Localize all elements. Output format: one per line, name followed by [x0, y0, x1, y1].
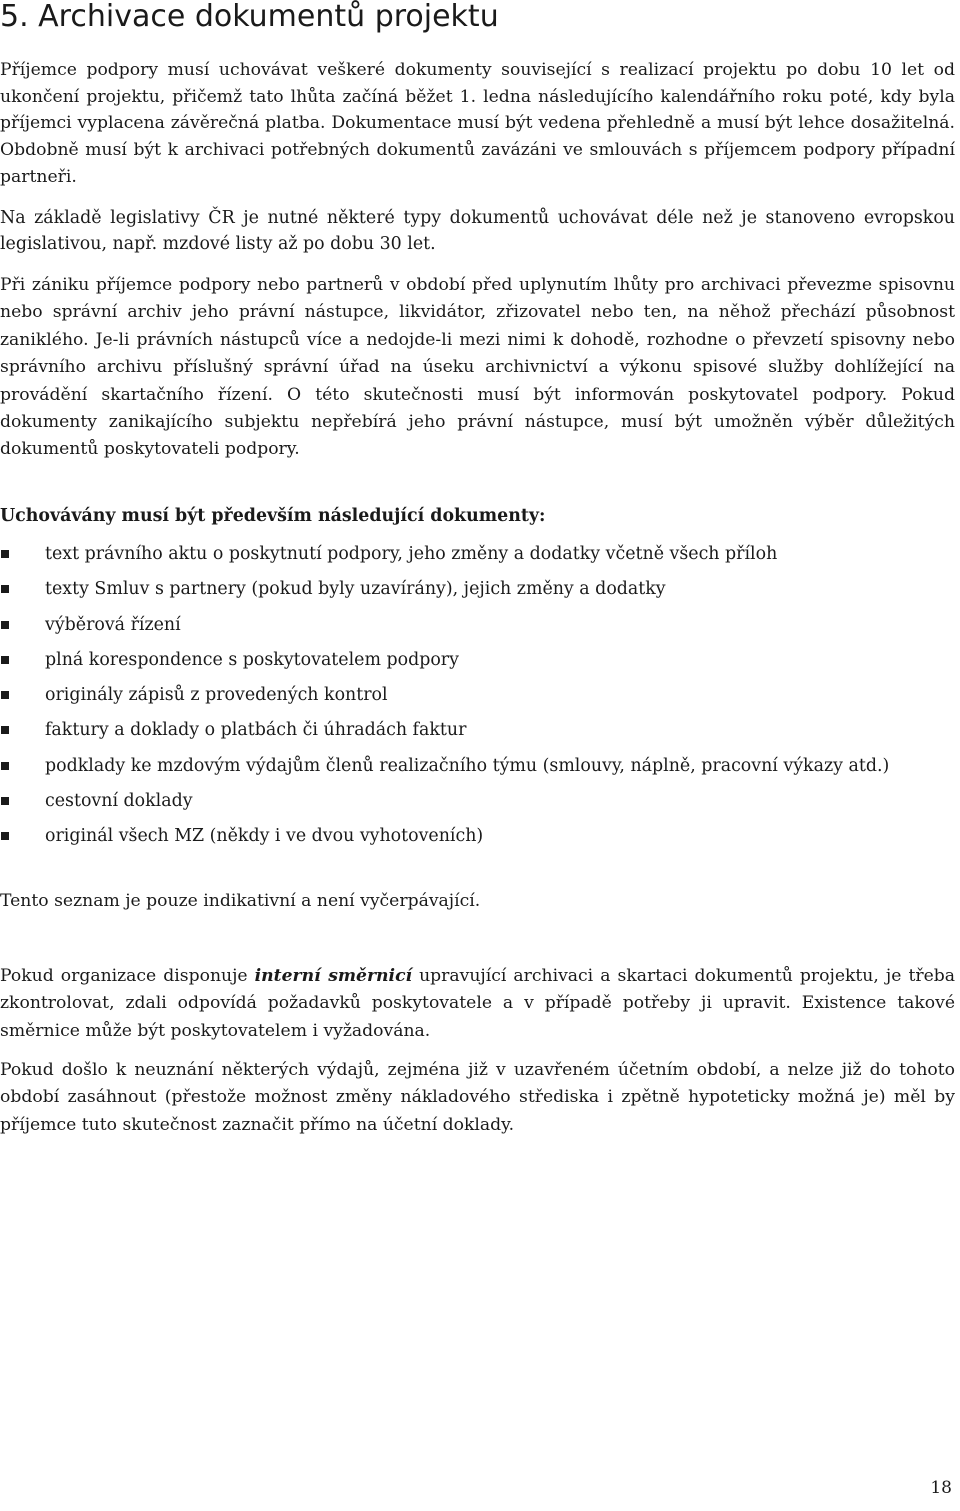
legislation-paragraph: Na základě legislativy ČR je nutné některé typy dokumentů uchovávat déle než je stanoveno evropskou legislativou, např. mzdové listy až po dobu 30 let. — [0, 208, 955, 255]
list-item: plná korespondence s poskytovatelem podpory — [0, 647, 955, 673]
partners-text: Obdobně musí být k archivaci potřebných dokumentů zavázáni ve smlouvách s příjemcem podpory případní partneři. — [0, 140, 955, 187]
list-item: originál všech MZ (někdy i ve dvou vyhotoveních) — [0, 823, 955, 849]
retention-text: Příjemce podpory musí uchovávat veškeré dokumenty související s realizací projektu po dobu 10 let od ukončení projektu, přičemž tato lhůta začíná běžet 1. ledna následujícího kalendářního roku poté, kdy byla příjemci vyplacena závěrečná platba. Dokumentace musí být vedena přehledně a musí být lehce dosažitelná. — [0, 60, 955, 134]
directive-emphasis: interní směrnicí — [254, 966, 413, 986]
rejected-expenses-paragraph: Pokud došlo k neuznání některých výdajů, zejména již v uzavřeném účetním období, a nelze již do tohoto období zasáhnout (přestože možnost změny nákladového střediska i zpětně hypoteticky možná je) měl by příjemce tuto skutečnost zaznačit přímo na účetní doklady. — [0, 1060, 955, 1135]
square-bullet-icon — [1, 691, 9, 699]
page-number: 18 — [930, 1478, 952, 1498]
indicative-note: Tento seznam je pouze indikativní a není vyčerpávající. — [0, 891, 481, 911]
list-heading: Uchovávány musí být především následující dokumenty: — [0, 506, 546, 526]
square-bullet-icon — [1, 762, 9, 770]
square-bullet-icon — [1, 621, 9, 629]
list-item: výběrová řízení — [0, 612, 955, 638]
list-item: faktury a doklady o platbách či úhradách faktur — [0, 717, 955, 743]
square-bullet-icon — [1, 585, 9, 593]
documents-list — [0, 541, 955, 859]
square-bullet-icon — [1, 656, 9, 664]
square-bullet-icon — [1, 832, 9, 840]
list-item: texty Smluv s partnery (pokud byly uzavírány), jejich změny a dodatky — [0, 576, 955, 602]
section-title: 5. Archivace dokumentů projektu — [0, 0, 499, 34]
directive-paragraph: Pokud organizace disponuje interní směrnicí upravující archivaci a skartaci dokumentů projektu, je třeba zkontrolovat, zdali odpovídá požadavků poskytovatele a v případě potřeby ji upravit. Existence takové směrnice může být poskytovatelem i vyžadována. — [0, 966, 955, 1041]
square-bullet-icon — [1, 726, 9, 734]
list-item: text právního aktu o poskytnutí podpory, jeho změny a dodatky včetně všech příloh — [0, 541, 955, 567]
list-item: podklady ke mzdovým výdajům členů realizačního týmu (smlouvy, náplně, pracovní výkazy atd.) — [0, 753, 955, 779]
list-item: cestovní doklady — [0, 788, 955, 814]
square-bullet-icon — [1, 797, 9, 805]
square-bullet-icon — [1, 550, 9, 558]
list-item: originály zápisů z provedených kontrol — [0, 682, 955, 708]
retention-paragraph — [0, 57, 955, 191]
dissolution-paragraph: Při zániku příjemce podpory nebo partnerů v období před uplynutím lhůty pro archivaci převezme spisovnu nebo správní archiv jeho právní nástupce, likvidátor, zřizovatel nebo ten, na něhož přechází působnost zaniklého. Je-li právních nástupců více a nedojde-li mezi nimi k dohodě, rozhodne o převzetí spisovny nebo správního archivu příslušný správní úřad na úseku archivnictví a výkonu spisové služby dohlížející na provádění skartačního řízení. O této skutečnosti musí být informován poskytovatel podpory. Pokud dokumenty zanikajícího subjektu nepřebírá jeho právní nástupce, musí být umožněn výběr důležitých dokumentů poskytovateli podpory. — [0, 275, 955, 460]
